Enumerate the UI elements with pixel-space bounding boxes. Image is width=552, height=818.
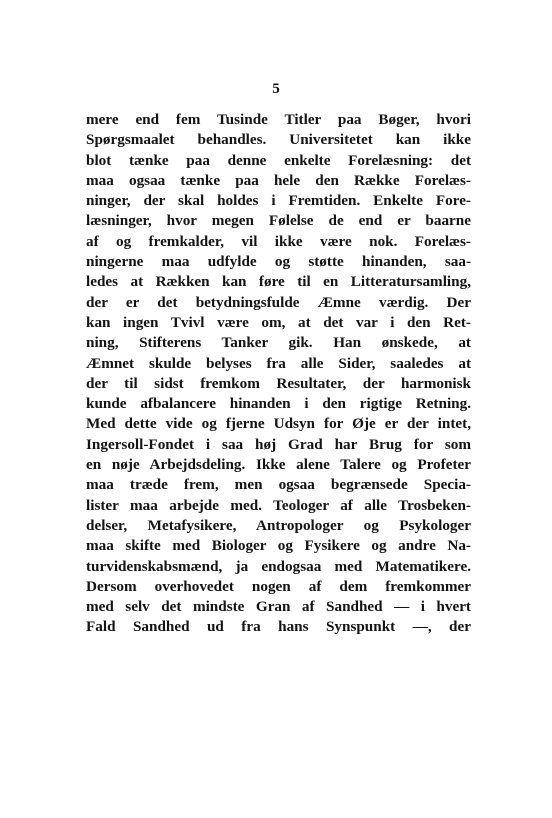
text-line: lister maa arbejde med. Teologer af alle Trosbeken- bbox=[86, 496, 471, 514]
text-line: turvidenskabsmænd, ja endogsaa med Matematikere. bbox=[86, 557, 471, 575]
text-line: læsninger, hvor megen Følelse de end er baarne bbox=[86, 212, 471, 230]
text-line: maa skifte med Biologer og Fysikere og andre Na- bbox=[86, 537, 471, 555]
page-number: 5 bbox=[272, 81, 280, 97]
text-line: ningerne maa udfylde og støtte hinanden, saa- bbox=[86, 253, 471, 271]
text-line: Ingersoll-Fondet i saa høj Grad har Brug for som bbox=[86, 435, 471, 453]
text-line: af og fremkalder, vil ikke være nok. Forelæs- bbox=[86, 232, 471, 250]
text-line: ning, Stifterens Tanker gik. Han ønskede, at bbox=[86, 334, 471, 352]
text-line: med selv det mindste Gran af Sandhed — i hvert bbox=[86, 598, 471, 616]
text-line: Spørgsmaalet behandles. Universitetet kan ikke bbox=[86, 131, 471, 149]
text-line: Æmnet skulde belyses fra alle Sider, saaledes at bbox=[86, 354, 471, 372]
text-line: maa træde frem, men ogsaa begrænsede Specia- bbox=[86, 476, 471, 494]
text-line: delser, Metafysikere, Antropologer og Psykologer bbox=[86, 516, 471, 534]
text-line: maa ogsaa tænke paa hele den Række Forelæs- bbox=[86, 171, 471, 189]
text-line: ninger, der skal holdes i Fremtiden. Enkelte Fore- bbox=[86, 192, 471, 210]
text-line: blot tænke paa denne enkelte Forelæsning: det bbox=[86, 151, 471, 169]
text-line: Med dette vide og fjerne Udsyn for Øje er der intet, bbox=[86, 415, 471, 433]
body-text bbox=[86, 110, 471, 638]
text-line: mere end fem Tusinde Titler paa Bøger, hvori bbox=[86, 111, 471, 128]
text-line: der til sidst fremkom Resultater, der harmonisk bbox=[86, 374, 471, 392]
text-line: Fald Sandhed ud fra hans Synspunkt —, der bbox=[86, 618, 471, 636]
text-line: der er det betydningsfulde Æmne værdig. Der bbox=[86, 293, 471, 311]
text-line: Dersom overhovedet nogen af dem fremkommer bbox=[86, 577, 471, 595]
text-line: kan ingen Tvivl være om, at det var i den Ret- bbox=[86, 313, 471, 331]
text-line: en nøje Arbejdsdeling. Ikke alene Talere og Profeter bbox=[86, 456, 471, 474]
text-line: ledes at Rækken kan føre til en Litteratursamling, bbox=[86, 273, 471, 291]
text-line: kunde afbalancere hinanden i den rigtige Retning. bbox=[86, 395, 471, 413]
